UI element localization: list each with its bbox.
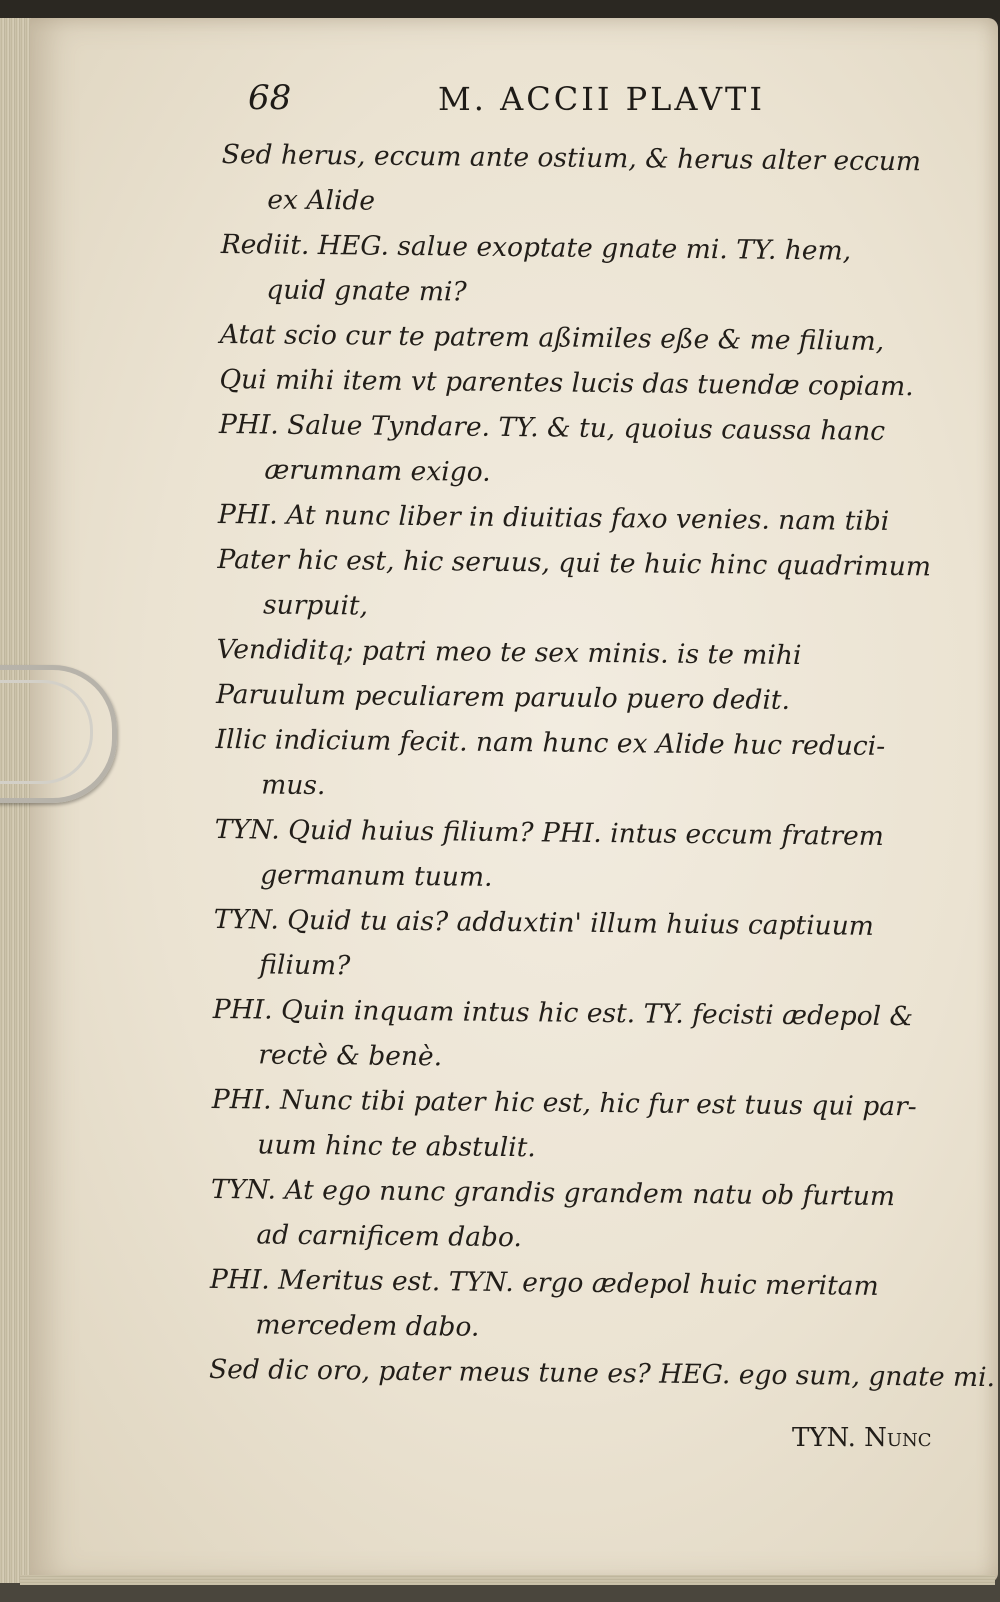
verse-text-block: [208, 132, 996, 1400]
text-line: Sed dic oro, pater meus tune es? HEG. ego sum, gnate mi.: [208, 1353, 996, 1394]
text-line: Pater hic est, hic seruus, qui te huic hinc quadrimum: [217, 543, 932, 583]
text-line: mercedem dabo.: [255, 1309, 480, 1343]
running-head: M. ACCII PLAVTI: [438, 80, 766, 118]
text-line: Vendiditq; patri meo te sex minis. is te mihi: [216, 633, 802, 672]
text-line: surpuit,: [262, 589, 369, 622]
text-line: ærumnam exigo.: [264, 454, 491, 488]
text-line: Qui mihi item vt parentes lucis das tuendæ copiam.: [219, 363, 914, 403]
text-line: uum hinc te abstulit.: [257, 1129, 536, 1164]
text-line: germanum tuum.: [260, 859, 493, 893]
text-line: TYN. Quid huius filium? PHI. intus eccum fratrem: [214, 813, 885, 852]
text-line: PHI. Meritus est. TYN. ergo ædepol huic meritam: [209, 1263, 879, 1302]
page-bottom-edge: [20, 1575, 995, 1585]
text-line: rectè & benè.: [258, 1039, 443, 1073]
text-line: ex Alide: [267, 184, 376, 217]
text-line: filium?: [259, 949, 351, 982]
text-line: mus.: [261, 769, 326, 802]
paper-clip-inner-loop: [0, 680, 93, 784]
text-line: PHI. Quin inquam intus hic est. TY. fecisti ædepol &: [212, 993, 914, 1033]
text-line: Rediit. HEG. salue exoptate gnate mi. TY. hem,: [220, 228, 852, 267]
text-line: PHI. At nunc liber in diuitias faxo venies. nam tibi: [217, 498, 890, 538]
text-line: TYN. Quid tu ais? adduxtin' illum huius captiuum: [213, 903, 875, 942]
text-line: Sed herus, eccum ante ostium, & herus alter eccum: [221, 138, 922, 178]
text-line: Paruulum peculiarem paruulo puero dedit.: [215, 678, 791, 716]
text-line: Illic indicium fecit. nam hunc ex Alide huc reduci-: [215, 723, 886, 762]
page-number: 68: [248, 78, 292, 118]
text-line: TYN. At ego nunc grandis grandem natu ob furtum: [210, 1173, 896, 1213]
catchword: TYN. Nunc: [792, 1423, 932, 1453]
text-line: Atat scio cur te patrem aßimiles eße & me filium,: [219, 318, 885, 357]
page-header: [248, 78, 808, 122]
text-line: PHI. Nunc tibi pater hic est, hic fur est tuus qui par-: [211, 1083, 917, 1123]
text-line: PHI. Salue Tyndare. TY. & tu, quoius caussa hanc: [218, 408, 886, 447]
text-line: quid gnate mi?: [266, 274, 467, 308]
text-line: ad carnificem dabo.: [256, 1219, 523, 1254]
